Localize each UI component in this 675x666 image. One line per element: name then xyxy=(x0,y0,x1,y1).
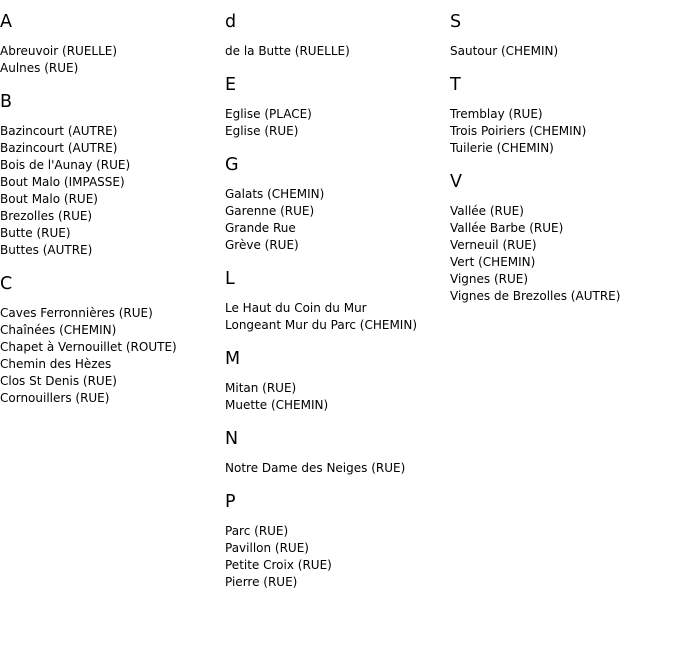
street-entry: Cornouillers (RUE) xyxy=(0,391,110,405)
index-column xyxy=(450,10,672,318)
street-entry: Parc (RUE) xyxy=(225,524,289,538)
street-entry: Trois Poiriers (CHEMIN) xyxy=(450,124,587,138)
street-list xyxy=(0,305,222,407)
street-entry: Chemin des Hèzes xyxy=(0,357,112,371)
street-entry: Bout Malo (RUE) xyxy=(0,192,98,206)
letter-group xyxy=(0,272,222,407)
street-list xyxy=(0,123,222,259)
index-column xyxy=(0,10,222,420)
letter-heading: M xyxy=(225,349,241,369)
street-entry: Petite Croix (RUE) xyxy=(225,558,332,572)
street-list xyxy=(225,380,447,414)
street-list xyxy=(225,460,447,477)
letter-heading: T xyxy=(450,75,461,95)
street-entry: Grève (RUE) xyxy=(225,238,299,252)
street-list xyxy=(225,43,447,60)
street-entry: Butte (RUE) xyxy=(0,226,71,240)
letter-heading: E xyxy=(225,75,237,95)
index-column xyxy=(225,10,447,604)
street-list xyxy=(225,523,447,591)
street-entry: Grande Rue xyxy=(225,221,296,235)
letter-group xyxy=(225,427,447,477)
street-list xyxy=(0,43,222,77)
letter-group xyxy=(450,73,672,157)
letter-heading: G xyxy=(225,155,239,175)
letter-group xyxy=(225,153,447,254)
street-entry: Clos St Denis (RUE) xyxy=(0,374,117,388)
street-entry: Caves Ferronnières (RUE) xyxy=(0,306,153,320)
letter-heading: P xyxy=(225,492,236,512)
street-entry: Mitan (RUE) xyxy=(225,381,297,395)
street-entry: Pierre (RUE) xyxy=(225,575,298,589)
letter-heading: C xyxy=(0,274,13,294)
street-entry: Garenne (RUE) xyxy=(225,204,315,218)
street-entry: Vignes (RUE) xyxy=(450,272,529,286)
street-entry: Chapet à Vernouillet (ROUTE) xyxy=(0,340,177,354)
street-entry: Vallée Barbe (RUE) xyxy=(450,221,564,235)
street-entry: Vignes de Brezolles (AUTRE) xyxy=(450,289,621,303)
street-list xyxy=(225,186,447,254)
street-entry: Chaînées (CHEMIN) xyxy=(0,323,117,337)
street-entry: Abreuvoir (RUELLE) xyxy=(0,44,118,58)
street-entry: Bois de l'Aunay (RUE) xyxy=(0,158,131,172)
street-entry: Bout Malo (IMPASSE) xyxy=(0,175,125,189)
letter-group xyxy=(225,267,447,334)
street-entry: Le Haut du Coin du Mur xyxy=(225,301,367,315)
letter-heading: V xyxy=(450,172,462,192)
letter-heading: N xyxy=(225,429,239,449)
street-list xyxy=(450,106,672,157)
street-entry: Bazincourt (AUTRE) xyxy=(0,141,118,155)
letter-heading: A xyxy=(0,12,12,32)
street-entry: Notre Dame des Neiges (RUE) xyxy=(225,461,406,475)
street-entry: Eglise (RUE) xyxy=(225,124,299,138)
street-list xyxy=(450,203,672,305)
letter-group xyxy=(225,73,447,140)
letter-heading: B xyxy=(0,92,13,112)
letter-heading: d xyxy=(225,12,237,32)
letter-heading: L xyxy=(225,269,235,289)
street-entry: Verneuil (RUE) xyxy=(450,238,537,252)
letter-group xyxy=(225,10,447,60)
street-entry: Tuilerie (CHEMIN) xyxy=(450,141,554,155)
street-list xyxy=(225,106,447,140)
letter-group xyxy=(0,90,222,259)
street-entry: Vert (CHEMIN) xyxy=(450,255,536,269)
street-list xyxy=(450,43,672,60)
street-entry: Eglise (PLACE) xyxy=(225,107,312,121)
street-list xyxy=(225,300,447,334)
street-entry: Brezolles (RUE) xyxy=(0,209,93,223)
street-entry: Longeant Mur du Parc (CHEMIN) xyxy=(225,318,417,332)
street-entry: Galats (CHEMIN) xyxy=(225,187,325,201)
street-entry: Bazincourt (AUTRE) xyxy=(0,124,118,138)
street-entry: Buttes (AUTRE) xyxy=(0,243,93,257)
street-entry: de la Butte (RUELLE) xyxy=(225,44,350,58)
street-entry: Sautour (CHEMIN) xyxy=(450,44,559,58)
letter-group xyxy=(225,347,447,414)
letter-heading: S xyxy=(450,12,462,32)
street-entry: Tremblay (RUE) xyxy=(450,107,543,121)
letter-group xyxy=(450,10,672,60)
letter-group xyxy=(450,170,672,305)
street-entry: Pavillon (RUE) xyxy=(225,541,309,555)
letter-group xyxy=(0,10,222,77)
street-entry: Muette (CHEMIN) xyxy=(225,398,329,412)
street-entry: Aulnes (RUE) xyxy=(0,61,79,75)
street-entry: Vallée (RUE) xyxy=(450,204,524,218)
letter-group xyxy=(225,490,447,591)
